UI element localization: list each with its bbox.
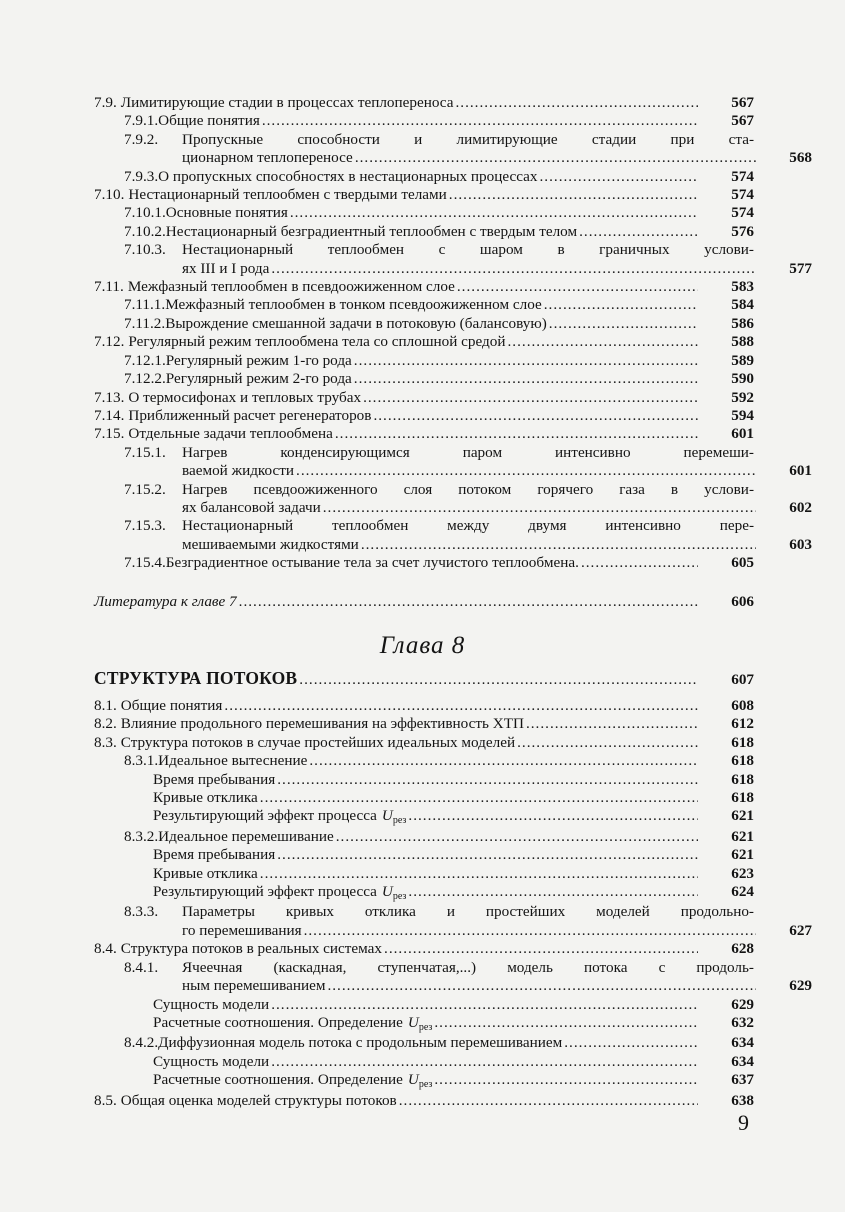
toc-entry-page: 638 xyxy=(731,1091,754,1109)
toc-entry xyxy=(94,223,754,241)
leader-dots xyxy=(408,883,698,901)
toc-entry xyxy=(94,1071,754,1091)
toc-entry-page: 634 xyxy=(731,1034,754,1052)
toc-entry-title: Параметры кривых отклика и простейших моделей продольно- xyxy=(182,903,754,921)
toc-entry-page: 618 xyxy=(731,752,754,770)
toc-entry xyxy=(94,333,754,351)
leader-dots xyxy=(508,333,699,351)
toc-entry-title: Нестационарный теплообмен между двумя интенсивно пере- xyxy=(182,517,754,535)
toc-entry-number: 7.10.3. xyxy=(124,241,166,259)
toc-entry xyxy=(94,807,754,827)
leader-dots xyxy=(299,669,698,691)
leader-dots xyxy=(564,1034,698,1052)
toc-entry xyxy=(94,204,754,222)
toc-entry-title: Регулярный режим теплообмена тела со сплошной средой xyxy=(128,333,506,351)
toc-entry-title: Время пребывания xyxy=(153,846,276,864)
toc-entry-title: Безградиентное остывание тела за счет лучистого теплообмена. xyxy=(165,554,579,572)
toc-entry-page: 621 xyxy=(731,846,754,864)
toc-entry-number: 8.4.1. xyxy=(124,958,159,976)
toc-entry xyxy=(94,865,754,883)
symbol-u: Uрез xyxy=(381,883,407,903)
leader-dots xyxy=(549,315,698,333)
toc-entry-page: 588 xyxy=(731,333,754,351)
toc-entry xyxy=(94,940,754,958)
toc-entry-page: 605 xyxy=(731,554,754,572)
toc-entry xyxy=(94,112,754,130)
toc-entry-title: Нестационарный теплообмен с твердыми телами xyxy=(128,186,447,204)
toc-entry-title: Кривые отклика xyxy=(153,864,258,882)
toc-entry-title: Диффузионная модель потока с продольным перемешиванием xyxy=(158,1034,563,1052)
leader-dots xyxy=(309,752,698,770)
toc-entry-page: 618 xyxy=(731,733,754,751)
toc-entry-number: 8.3.2. xyxy=(124,827,159,845)
literature-label: Литература к главе 7 xyxy=(94,593,237,610)
toc-entry-title: Результирующий эффект процесса xyxy=(153,883,377,901)
toc-entry-number: 7.9.1. xyxy=(124,112,159,130)
toc-entry-number: 7.10. xyxy=(94,186,125,204)
toc-entry-title: Нестационарный теплообмен с шаром в граничных услови- xyxy=(182,241,754,259)
leader-dots xyxy=(260,865,698,883)
leader-dots xyxy=(581,554,698,572)
leader-dots xyxy=(296,462,756,480)
toc-entry xyxy=(94,1092,754,1110)
toc-entry-title: Межфазный теплообмен в тонком псевдоожиженном слое xyxy=(165,296,542,314)
toc-entry xyxy=(94,1053,754,1071)
toc-entry-number: 8.3.1. xyxy=(124,752,159,770)
toc-entry-title: Сущность модели xyxy=(153,1052,270,1070)
toc-entry xyxy=(94,130,812,168)
toc-entry-number: 8.4.2. xyxy=(124,1034,159,1052)
symbol-subscript: рез xyxy=(418,1079,433,1091)
toc-entry xyxy=(94,554,754,572)
toc-entry-number: 8.3. xyxy=(94,733,117,751)
toc-entry-page: 634 xyxy=(731,1052,754,1070)
leader-dots xyxy=(224,697,698,715)
toc-entry-page: 583 xyxy=(731,278,754,296)
toc-entry-number: 7.11.2. xyxy=(124,314,166,332)
toc-entry xyxy=(94,168,754,186)
toc-entry-title: Нестационарный безградиентный теплообмен с твердым телом xyxy=(165,222,578,240)
toc-entry-page: 628 xyxy=(731,940,754,958)
toc-entry-title: Идеальное вытеснение xyxy=(158,752,308,770)
toc-entry-page: 602 xyxy=(789,498,812,516)
toc-entry-number: 7.14. xyxy=(94,406,125,424)
leader-dots xyxy=(271,260,756,278)
toc-entry-title: Пропускные способности и лимитирующие стадии при ста- xyxy=(182,130,754,148)
toc-entry xyxy=(94,697,754,715)
toc-entry-page: 574 xyxy=(731,186,754,204)
toc-entry-title: Расчетные соотношения. Определение xyxy=(153,1013,403,1031)
toc-entry-title: Межфазный теплообмен в псевдоожиженном слое xyxy=(127,278,455,296)
toc-entry-title: О пропускных способностях в нестационарных процессах xyxy=(158,167,538,185)
toc-entry xyxy=(94,771,754,789)
toc-entry-title: Лимитирующие стадии в процессах теплопереноса xyxy=(120,94,454,111)
toc-entry-page: 618 xyxy=(731,770,754,788)
toc-part-chapter7 xyxy=(94,94,812,573)
toc-entry-page: 576 xyxy=(731,222,754,240)
toc-entry-title: Регулярный режим 2-го рода xyxy=(165,370,352,388)
leader-dots xyxy=(327,977,756,995)
toc-entry-number: 7.15.1. xyxy=(124,443,166,461)
toc-entry-number: 7.11. xyxy=(94,278,124,296)
leader-dots xyxy=(434,1071,698,1089)
toc-entry-title: ваемой жидкости xyxy=(182,462,295,480)
toc-entry xyxy=(94,443,812,481)
toc-entry-page: 568 xyxy=(789,149,812,167)
toc-entry xyxy=(94,958,812,996)
leader-dots xyxy=(449,186,698,204)
leader-dots xyxy=(354,370,698,388)
toc-entry-page: 574 xyxy=(731,167,754,185)
toc-entry xyxy=(94,389,754,407)
toc-entry xyxy=(94,1014,754,1034)
symbol-u: Uрез xyxy=(381,807,407,827)
toc-entry-title: ным перемешиванием xyxy=(182,977,326,995)
toc-entry-page: 623 xyxy=(731,864,754,882)
toc-entry-page: 629 xyxy=(789,977,812,995)
toc-entry xyxy=(94,278,754,296)
section-title-entry xyxy=(94,667,754,691)
chapter-heading: Глава 8 xyxy=(379,632,466,659)
toc-entry-page: 632 xyxy=(731,1013,754,1031)
symbol-u: Uрез xyxy=(407,1071,433,1091)
leader-dots xyxy=(260,789,698,807)
leader-dots xyxy=(262,112,698,130)
toc-entry-title: мешиваемыми жидкостями xyxy=(182,535,359,553)
toc-entry-page: 629 xyxy=(731,995,754,1013)
literature-entry xyxy=(94,593,754,611)
toc-entry xyxy=(94,407,754,425)
toc-entry xyxy=(94,734,754,752)
toc-entry-page: 637 xyxy=(731,1071,754,1089)
toc-entry xyxy=(94,94,754,112)
toc-entry-number: 7.15. xyxy=(94,425,125,443)
toc-entry-page: 567 xyxy=(731,112,754,130)
leader-dots xyxy=(355,149,756,167)
leader-dots xyxy=(434,1014,698,1032)
toc-part-chapter8 xyxy=(94,697,812,1110)
toc-entry-page: 586 xyxy=(731,314,754,332)
toc-entry-number: 7.9.2. xyxy=(124,130,159,148)
leader-dots xyxy=(540,168,699,186)
toc-entry xyxy=(94,846,754,864)
section-title: СТРУКТУРА ПОТОКОВ xyxy=(94,668,298,688)
leader-dots xyxy=(457,278,698,296)
toc-entry-title: Кривые отклика xyxy=(153,789,258,807)
leader-dots xyxy=(408,807,698,825)
toc-entry-page: 618 xyxy=(731,789,754,807)
toc-entry-number: 7.10.2. xyxy=(124,222,166,240)
symbol-subscript: рез xyxy=(392,891,407,903)
toc-entry-title: Нагрев псевдоожиженного слоя потоком горячего газа в услови- xyxy=(182,480,754,498)
toc-entry-number: 8.1. xyxy=(94,697,117,714)
toc-entry-title: Влияние продольного перемешивания на эффективность ХТП xyxy=(120,715,524,733)
toc-entry xyxy=(94,903,812,940)
leader-dots xyxy=(323,499,756,517)
toc-entry-title: Сущность модели xyxy=(153,995,270,1013)
toc-entry-title: ях III и I рода xyxy=(182,259,270,277)
leader-dots xyxy=(517,734,698,752)
toc-entry-number: 7.15.4. xyxy=(124,554,166,572)
toc-entry-title: Время пребывания xyxy=(153,770,276,788)
toc-entry-title: Нагрев конденсирующимся паром интенсивно перемеши- xyxy=(182,443,754,461)
toc-entry xyxy=(94,883,754,903)
leader-dots xyxy=(271,1053,698,1071)
toc-entry-number: 8.2. xyxy=(94,715,117,733)
leader-dots xyxy=(373,407,698,425)
toc-entry-page: 601 xyxy=(789,462,812,480)
toc-entry-page: 621 xyxy=(731,827,754,845)
leader-dots xyxy=(384,940,698,958)
toc-entry-title: Общие понятия xyxy=(158,112,260,130)
toc-entry-number: 7.12. xyxy=(94,333,125,351)
toc-entry xyxy=(94,296,754,314)
toc-entry-page: 627 xyxy=(789,921,812,939)
toc-entry-number: 7.15.2. xyxy=(124,480,166,498)
toc-entry xyxy=(94,186,754,204)
toc-entry-page: 590 xyxy=(731,370,754,388)
toc-entry-number: 8.3.3. xyxy=(124,903,159,921)
symbol-subscript: рез xyxy=(392,815,407,827)
leader-dots xyxy=(239,593,698,611)
leader-dots xyxy=(271,996,698,1014)
toc-entry xyxy=(94,715,754,733)
leader-dots xyxy=(277,846,698,864)
toc-entry-title: Регулярный режим 1-го рода xyxy=(165,351,352,369)
toc-entry xyxy=(94,370,754,388)
leader-dots xyxy=(399,1092,698,1110)
toc-entry-number: 7.12.1. xyxy=(124,351,166,369)
toc-entry-title: Расчетные соотношения. Определение xyxy=(153,1071,403,1089)
leader-dots xyxy=(335,425,698,443)
toc-entry xyxy=(94,352,754,370)
toc-entry-page: 601 xyxy=(731,425,754,443)
toc-entry-number: 8.5. xyxy=(94,1091,117,1109)
toc-entry xyxy=(94,828,754,846)
leader-dots xyxy=(361,536,756,554)
leader-dots xyxy=(363,389,698,407)
toc-entry-page: 574 xyxy=(731,204,754,222)
toc-entry-title: го перемешивания xyxy=(182,921,302,939)
leader-dots xyxy=(304,922,756,940)
toc-entry-number: 7.15.3. xyxy=(124,517,166,535)
toc-entry-page: 621 xyxy=(731,807,754,825)
toc-entry-title: Основные понятия xyxy=(165,204,288,222)
leader-dots xyxy=(526,715,698,733)
toc-entry-number: 7.9.3. xyxy=(124,167,159,185)
literature-page: 606 xyxy=(731,593,754,610)
toc-entry-title: Структура потоков в случае простейших идеальных моделей xyxy=(120,733,516,751)
toc-entry-number: 7.11.1. xyxy=(124,296,166,314)
toc-entry-number: 7.9. xyxy=(94,94,117,111)
leader-dots xyxy=(277,771,698,789)
toc-entry-number: 8.4. xyxy=(94,940,117,958)
toc-entry-title: Ячеечная (каскадная, ступенчатая,...) модель потока с продоль- xyxy=(182,958,754,976)
toc-entry-title: Общая оценка моделей структуры потоков xyxy=(120,1091,397,1109)
leader-dots xyxy=(579,223,698,241)
leader-dots xyxy=(290,204,698,222)
toc-entry-title: Результирующий эффект процесса xyxy=(153,807,377,825)
toc-entry-page: 624 xyxy=(731,883,754,901)
toc-entry-page: 584 xyxy=(731,296,754,314)
toc-entry-title: Приближенный расчет регенераторов xyxy=(128,406,372,424)
symbol-u: Uрез xyxy=(407,1013,433,1033)
toc-entry xyxy=(94,315,754,333)
toc-entry-page: 577 xyxy=(789,259,812,277)
toc-entry xyxy=(94,789,754,807)
section-page: 607 xyxy=(731,671,754,688)
toc-entry-page: 589 xyxy=(731,351,754,369)
symbol-subscript: рез xyxy=(418,1021,433,1033)
toc-entry xyxy=(94,1034,754,1052)
toc-entry-title: Общие понятия xyxy=(120,697,223,714)
toc-entry-title: Идеальное перемешивание xyxy=(158,827,334,845)
leader-dots xyxy=(336,828,698,846)
toc-entry-title: ях балансовой задачи xyxy=(182,498,321,516)
toc-entry-page: 608 xyxy=(731,697,754,714)
toc-entry-title: ционарном теплопереносе xyxy=(182,149,353,167)
toc-entry-page: 592 xyxy=(731,388,754,406)
toc-entry xyxy=(94,425,754,443)
toc-entry-title: Вырождение смешанной задачи в потоковую (балансовую) xyxy=(165,314,547,332)
toc-entry xyxy=(94,241,812,278)
toc-entry-title: Структура потоков в реальных системах xyxy=(120,940,383,958)
toc-entry-page: 612 xyxy=(731,715,754,733)
toc-entry-title: О термосифонах и тепловых трубах xyxy=(128,388,362,406)
toc-entry xyxy=(94,996,754,1014)
leader-dots xyxy=(544,296,698,314)
page-number: 9 xyxy=(738,1110,749,1135)
toc-entry-page: 603 xyxy=(789,535,812,553)
toc-entry xyxy=(94,517,812,554)
toc-entry-number: 7.13. xyxy=(94,388,125,406)
leader-dots xyxy=(354,352,698,370)
toc-entry xyxy=(94,480,812,518)
toc-entry-page: 567 xyxy=(731,94,754,111)
toc-entry-number: 7.12.2. xyxy=(124,370,166,388)
toc-entry xyxy=(94,752,754,770)
toc-entry-page: 594 xyxy=(731,406,754,424)
toc-entry-title: Отдельные задачи теплообмена xyxy=(128,425,333,443)
toc-entry-number: 7.10.1. xyxy=(124,204,166,222)
leader-dots xyxy=(455,94,698,112)
